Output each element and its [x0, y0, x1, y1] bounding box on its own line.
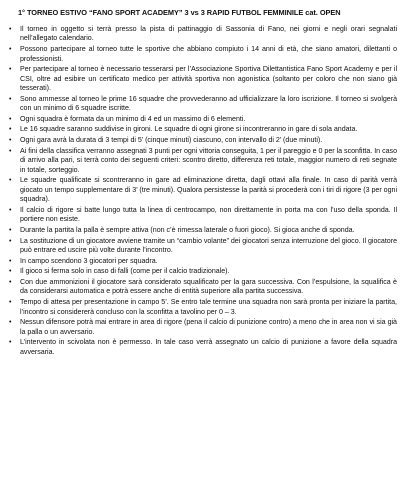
- bullet-icon: •: [9, 299, 12, 307]
- bullet-icon: •: [9, 137, 12, 145]
- rule-item: [8, 136, 399, 145]
- rule-text: Durante la partita la palla è sempre attiva (non c’è rimessa laterale o fuori gioco). Si gioca anche di sponda.: [20, 225, 355, 234]
- bullet-icon: •: [9, 237, 12, 245]
- rules-list: [8, 25, 399, 357]
- bullet-icon: •: [9, 319, 12, 327]
- rule-text: La sostituzione di un giocatore avviene tramite un “cambio volante” dei giocatori senza interruzione del gioco. Il giocatore può entrare ed uscire più volte durante l’incontro.: [20, 236, 397, 255]
- bullet-icon: •: [9, 177, 12, 185]
- rule-item: [8, 95, 399, 114]
- rule-item: [8, 176, 399, 204]
- rule-text: Il torneo in oggetto si terrà presso la pista di pattinaggio di Sassonia di Fano, nei giorni e negli orari segnalati nell’allegato calendario.: [20, 25, 397, 43]
- rule-text: Il calcio di rigore si batte lungo tutta la linea di centrocampo, non direttamente in porta ma con l’uso della sponda. Il portiere non esiste.: [20, 205, 397, 224]
- rule-text: Le squadre qualificate si scontreranno in gare ad eliminazione diretta, dagli ottavi alla finale. In caso di parità verrà giocato un tempo supplementare di 3’ (tre minuti). Qualora persistesse la parità si procederà con i tiri di rigore (3 per ogni squadra).: [20, 176, 397, 204]
- rule-text: Tempo di attesa per presentazione in campo 5’. Se entro tale termine una squadra non sarà pronta per iniziare la partita, l’incontro si considererà concluso con la sconfitta a tavolino per 0 – 3.: [20, 298, 397, 316]
- rule-item: [8, 45, 399, 64]
- bullet-icon: •: [9, 95, 12, 103]
- rule-item: [8, 147, 399, 175]
- rule-item: [8, 298, 399, 317]
- rule-item: [8, 226, 399, 235]
- rule-text: Il gioco si ferma solo in caso di falli (come per il calcio tradizionale).: [20, 267, 230, 276]
- rule-text: Con due ammonizioni il giocatore sarà considerato squalificato per la gara successiva. Con l’espulsione, la squalifica è da considerarsi automatica e potrà essere anche di entità superiore alla partita successiva.: [20, 277, 397, 296]
- rule-item: [8, 278, 399, 297]
- bullet-icon: •: [9, 115, 12, 123]
- bullet-icon: •: [9, 26, 12, 33]
- bullet-icon: •: [9, 147, 12, 155]
- rule-item: [8, 338, 399, 357]
- rule-item: [8, 125, 399, 134]
- bullet-icon: •: [9, 268, 12, 276]
- bullet-icon: •: [9, 46, 12, 54]
- rule-text: Possono partecipare al torneo tutte le sportive che abbiano compiuto i 14 anni di età, che siano amatori, dilettanti o professionisti.: [20, 45, 397, 63]
- rule-item: [8, 115, 399, 124]
- rule-text: Le 16 squadre saranno suddivise in gironi. Le squadre di ogni girone si incontreranno in gare di sola andata.: [20, 125, 358, 134]
- rule-item: [8, 257, 399, 266]
- bullet-icon: •: [9, 226, 12, 234]
- rule-text: Ai fini della classifica verranno assegnati 3 punti per ogni vittoria conseguita, 1 per il pareggio e 0 per la sconfitta. In caso di arrivo alla pari, si terrà conto dei seguenti criteri: scontro diretto, differenza reti totale, maggior numero di reti segnate in totale, sorteggio.: [20, 146, 397, 174]
- rule-item: [8, 25, 399, 44]
- bullet-icon: •: [9, 206, 12, 214]
- rule-item: [8, 206, 399, 225]
- rule-text: Per partecipare al torneo è necessario tesserarsi per l’Associazione Sportiva Dilettantistica Fano Sport Academy e per il CSI, oltre ad esibire un certificato medico per attività sportiva non agonistica (soltanto per coloro che non siano già tesserati).: [20, 65, 397, 93]
- rule-item: [8, 267, 399, 276]
- document-title: 1° TORNEO ESTIVO “FANO SPORT ACADEMY” 3 vs 3 RAPID FUTBOL FEMMINILE cat. OPEN: [18, 8, 341, 17]
- rule-text: L’intervento in scivolata non è permesso. In tale caso verrà assegnato un calcio di punizione a favore della squadra avversaria.: [20, 338, 397, 356]
- rule-text: Ogni squadra è formata da un minimo di 4 ed un massimo di 6 elementi.: [20, 114, 246, 123]
- rule-text: In campo scendono 3 giocatori per squadra.: [20, 256, 158, 265]
- bullet-icon: •: [9, 339, 12, 347]
- rule-text: Sono ammesse al torneo le prime 16 squadre che provvederanno ad ufficializzare la loro iscrizione. Il torneo si svolgerà con un minimo di 6 squadre iscritte.: [20, 94, 397, 113]
- bullet-icon: •: [9, 66, 12, 74]
- rule-item: [8, 237, 399, 256]
- rule-item: [8, 318, 399, 337]
- bullet-icon: •: [9, 126, 12, 134]
- bullet-icon: •: [9, 278, 12, 286]
- rule-text: Ogni gara avrà la durata di 3 tempi di 5’ (cinque minuti) ciascuno, con intervallo di 2’ (due minuti).: [20, 136, 323, 145]
- rule-item: [8, 65, 399, 93]
- bullet-icon: •: [9, 257, 12, 265]
- rule-text: Nessun difensore potrà mai entrare in area di rigore (pena il calcio di punizione contro) a meno che in area non vi sia già la palla o un avversario.: [20, 318, 397, 336]
